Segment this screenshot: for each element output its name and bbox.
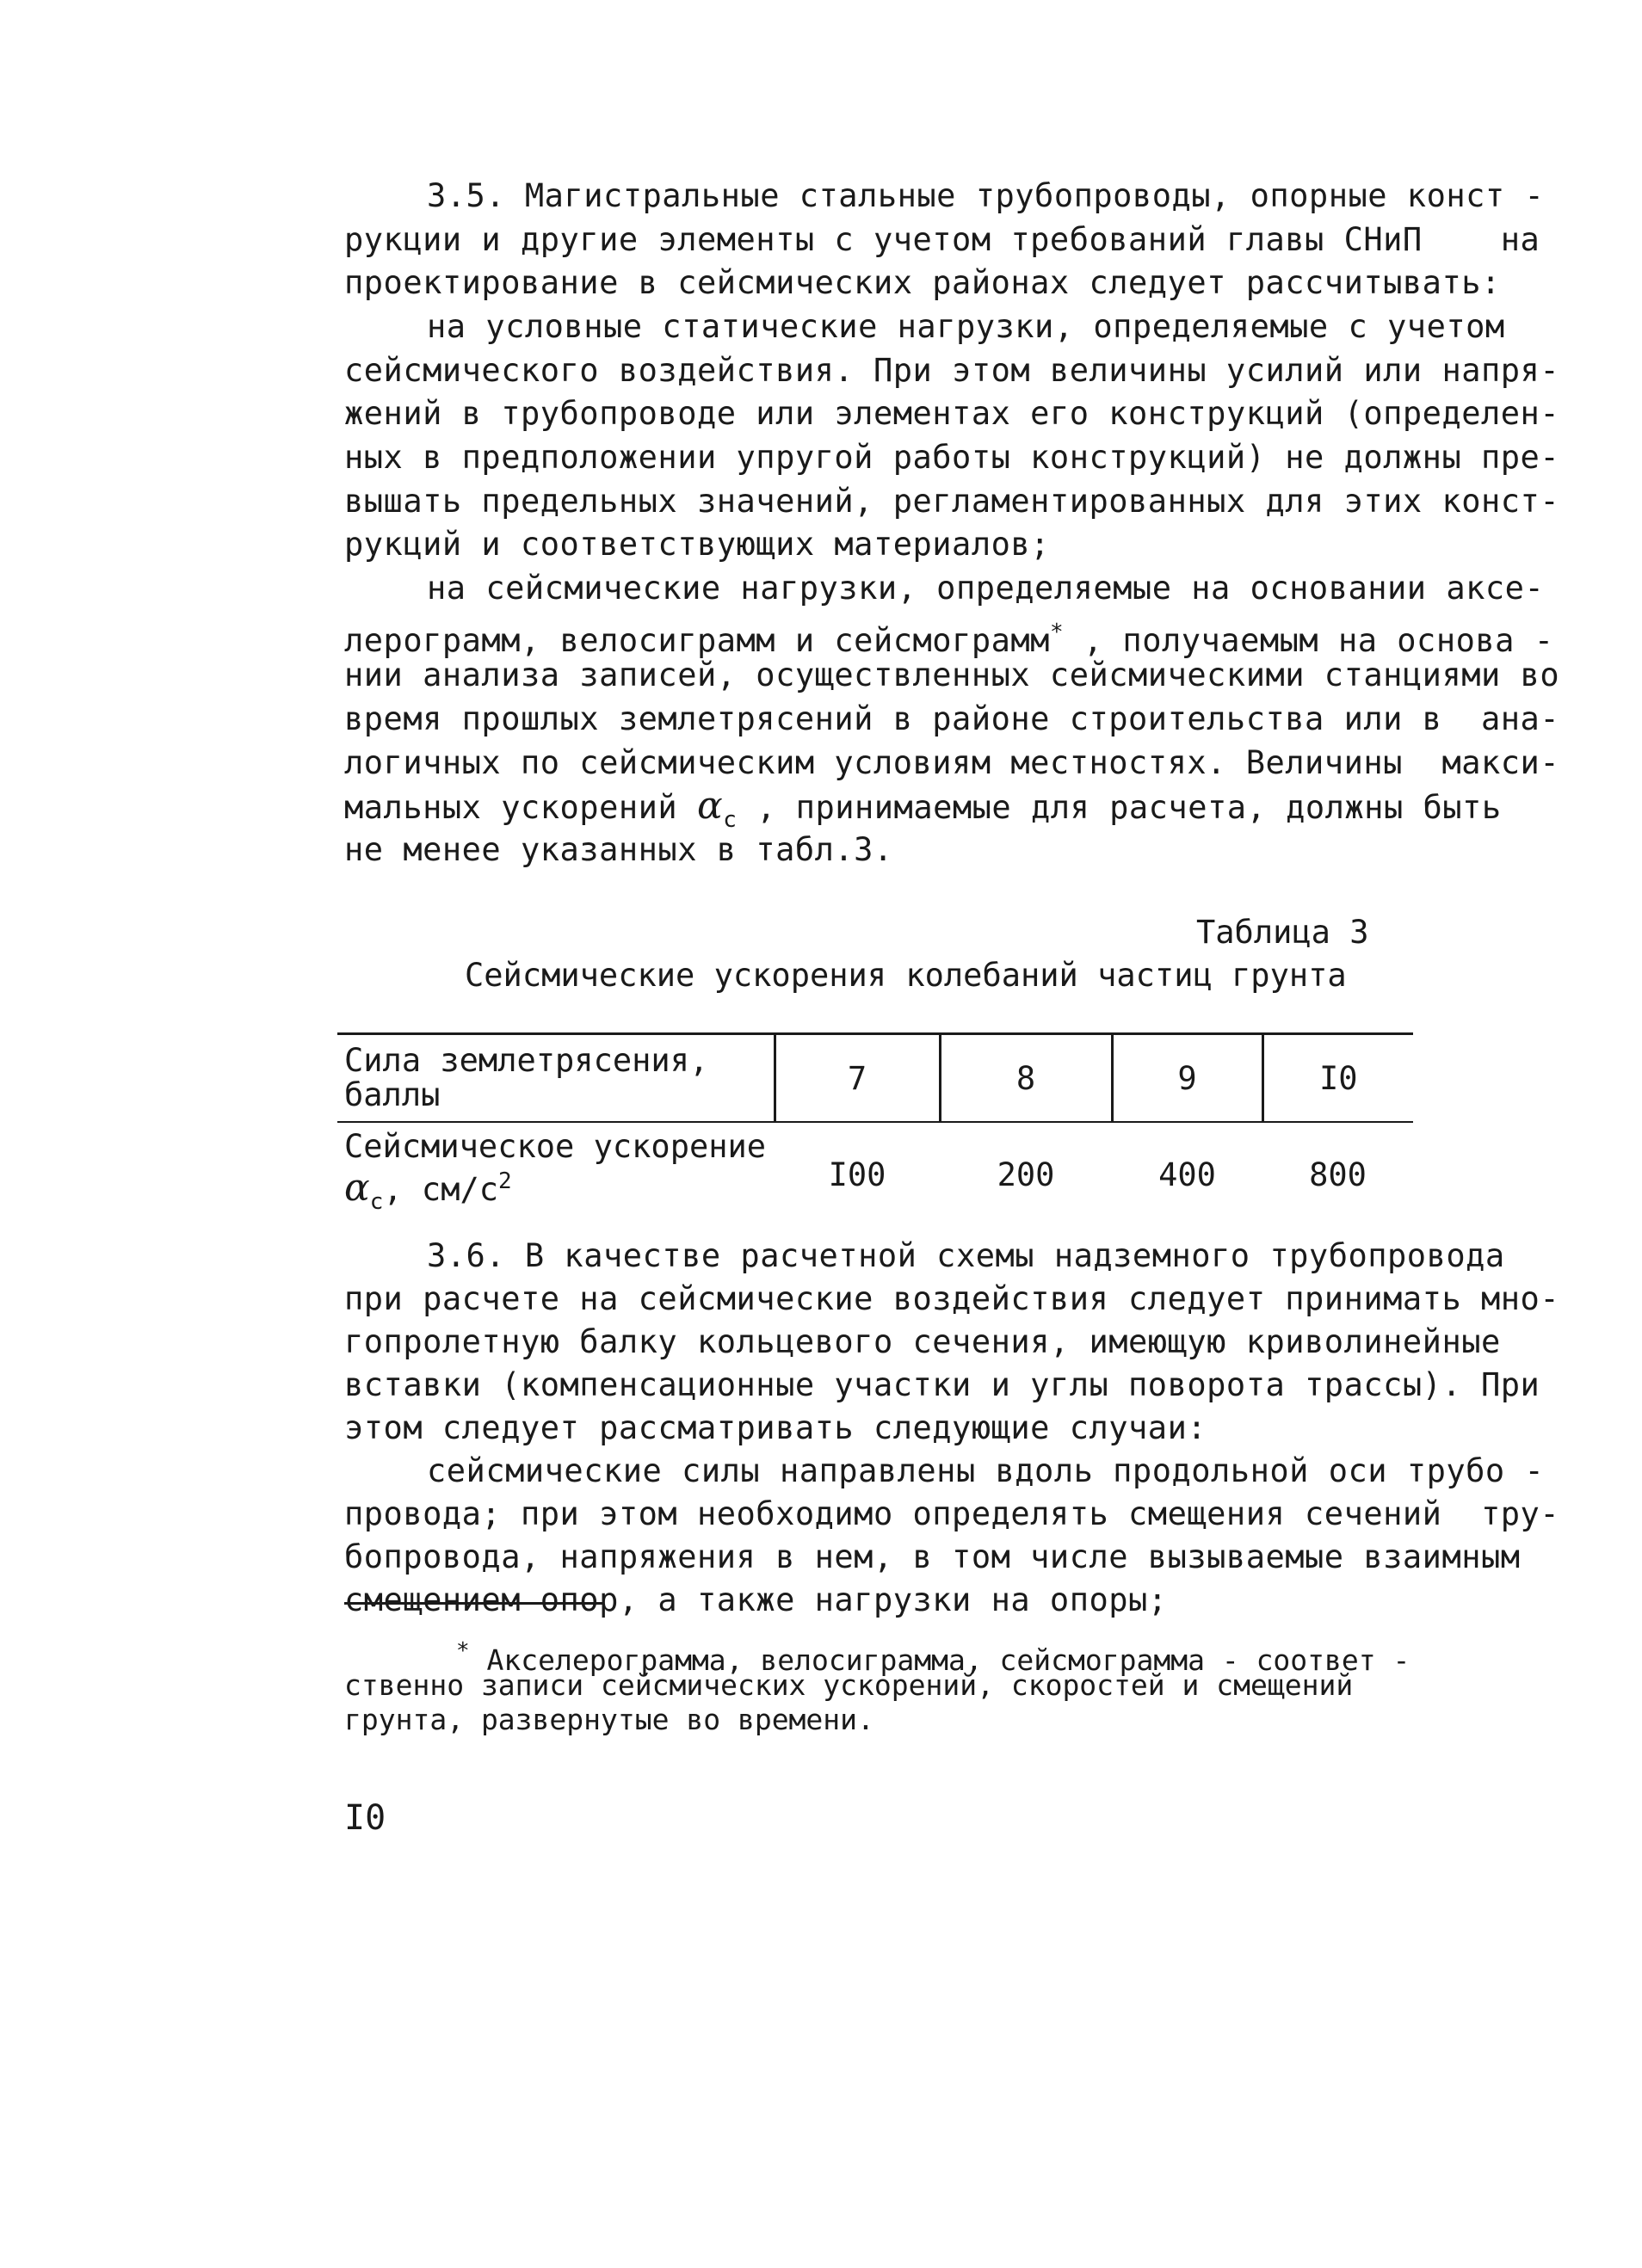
row-label-line: Сила землетрясения, [344, 1042, 709, 1079]
text-segment: , получаемым на основа - [1064, 622, 1554, 659]
text-line: рукции и другие элементы с учетом требований главы СНиП на [344, 221, 1540, 258]
text-line: нии анализа записей, осуществленных сейсмическими станциями во [344, 656, 1560, 693]
seismic-acceleration-table [337, 1032, 1413, 1226]
text-line: вставки (компенсационные участки и углы поворота трассы). При [344, 1366, 1540, 1403]
acceleration-symbol: α [696, 784, 724, 828]
text-segment: Акселерограмма, велосиграмма, сейсмограмма - соответ - [469, 1643, 1411, 1677]
page-number: I0 [344, 1798, 386, 1838]
text-line: гопролетную балку кольцевого сечения, имеющую криволинейные [344, 1323, 1501, 1360]
symbol-subscript: c [723, 807, 738, 833]
text-line: при расчете на сейсмические воздействия следует принимать мно- [344, 1280, 1560, 1317]
footnote-line: грунта, развернутые во времени. [344, 1703, 874, 1736]
table-cell: I0 [1262, 1034, 1413, 1123]
table-number: Таблица 3 [1196, 914, 1369, 951]
table-cell: 800 [1309, 1156, 1367, 1193]
text-line: бопровода, напряжения в нем, в том числе вызываемые взаимным [344, 1538, 1521, 1575]
text-line: логичных по сейсмическим условиям местностях. Величины макси- [344, 744, 1560, 781]
text-line: сейсмического воздействия. При этом величины усилий или напря- [344, 352, 1560, 389]
row-header-intensity [337, 1034, 775, 1123]
footnote-line: ственно записи сейсмических ускорений, скоростей и смещений [344, 1668, 1354, 1702]
table-cell: 400 [1158, 1156, 1216, 1193]
text-line: сейсмические силы направлены вдоль продольной оси трубо - [427, 1452, 1545, 1489]
text-line: проектирование в сейсмических районах следует рассчитывать: [344, 264, 1501, 301]
text-line: на условные статические нагрузки, определяемые с учетом [427, 308, 1505, 345]
text-line: жений в трубопроводе или элементах его конструкций (определен- [344, 395, 1560, 432]
row-label-line: баллы [344, 1076, 441, 1113]
footnote-divider [344, 1602, 602, 1605]
footnote-marker: * [1049, 619, 1065, 645]
row-header-acceleration [337, 1122, 775, 1226]
row-label-line [337, 1164, 775, 1219]
text-line: на сейсмические нагрузки, определяемые на основании аксе- [427, 570, 1545, 607]
text-segment: , принимаемые для расчета, должны быть [737, 789, 1502, 826]
text-line: не менее указанных в табл.3. [344, 831, 893, 868]
text-line: смещением опор, а также нагрузки на опоры; [344, 1581, 1168, 1618]
unit-superscript: 2 [498, 1168, 512, 1194]
text-line: вышать предельных значений, регламентированных для этих конст- [344, 483, 1560, 520]
unit-text: , см/с [383, 1171, 499, 1208]
text-line: 3.5. Магистральные стальные трубопроводы, опорные конст - [427, 177, 1545, 214]
text-line: этом следует рассматривать следующие случаи: [344, 1409, 1207, 1446]
table-row-intensity [337, 1034, 1413, 1123]
table-cell: 9 [1112, 1034, 1262, 1123]
row-label-line: Сейсмическое ускорение [344, 1128, 767, 1165]
text-line: рукций и соответствующих материалов; [344, 526, 1050, 563]
acceleration-symbol: α [344, 1166, 370, 1210]
table-cell: I00 [828, 1156, 886, 1193]
table-row-acceleration [337, 1122, 1413, 1226]
footnote-marker: * [456, 1638, 470, 1664]
table-cell: 8 [940, 1034, 1112, 1123]
table-cell: 7 [775, 1034, 940, 1123]
text-segment: мальных ускорений [344, 789, 697, 826]
text-line: 3.6. В качестве расчетной схемы надземного трубопровода [427, 1237, 1505, 1274]
text-line: ных в предположении упругой работы конструкций) не должны пре- [344, 439, 1560, 476]
text-line: время прошлых землетрясений в районе строительства или в ана- [344, 700, 1560, 737]
text-line: провода; при этом необходимо определять смещения сечений тру- [344, 1495, 1560, 1532]
table-title: Сейсмические ускорения колебаний частиц грунта [465, 957, 1347, 994]
text-segment: лерограмм, велосиграмм и сейсмограмм [344, 622, 1050, 659]
symbol-subscript: c [369, 1189, 384, 1215]
table-cell: 200 [997, 1156, 1055, 1193]
